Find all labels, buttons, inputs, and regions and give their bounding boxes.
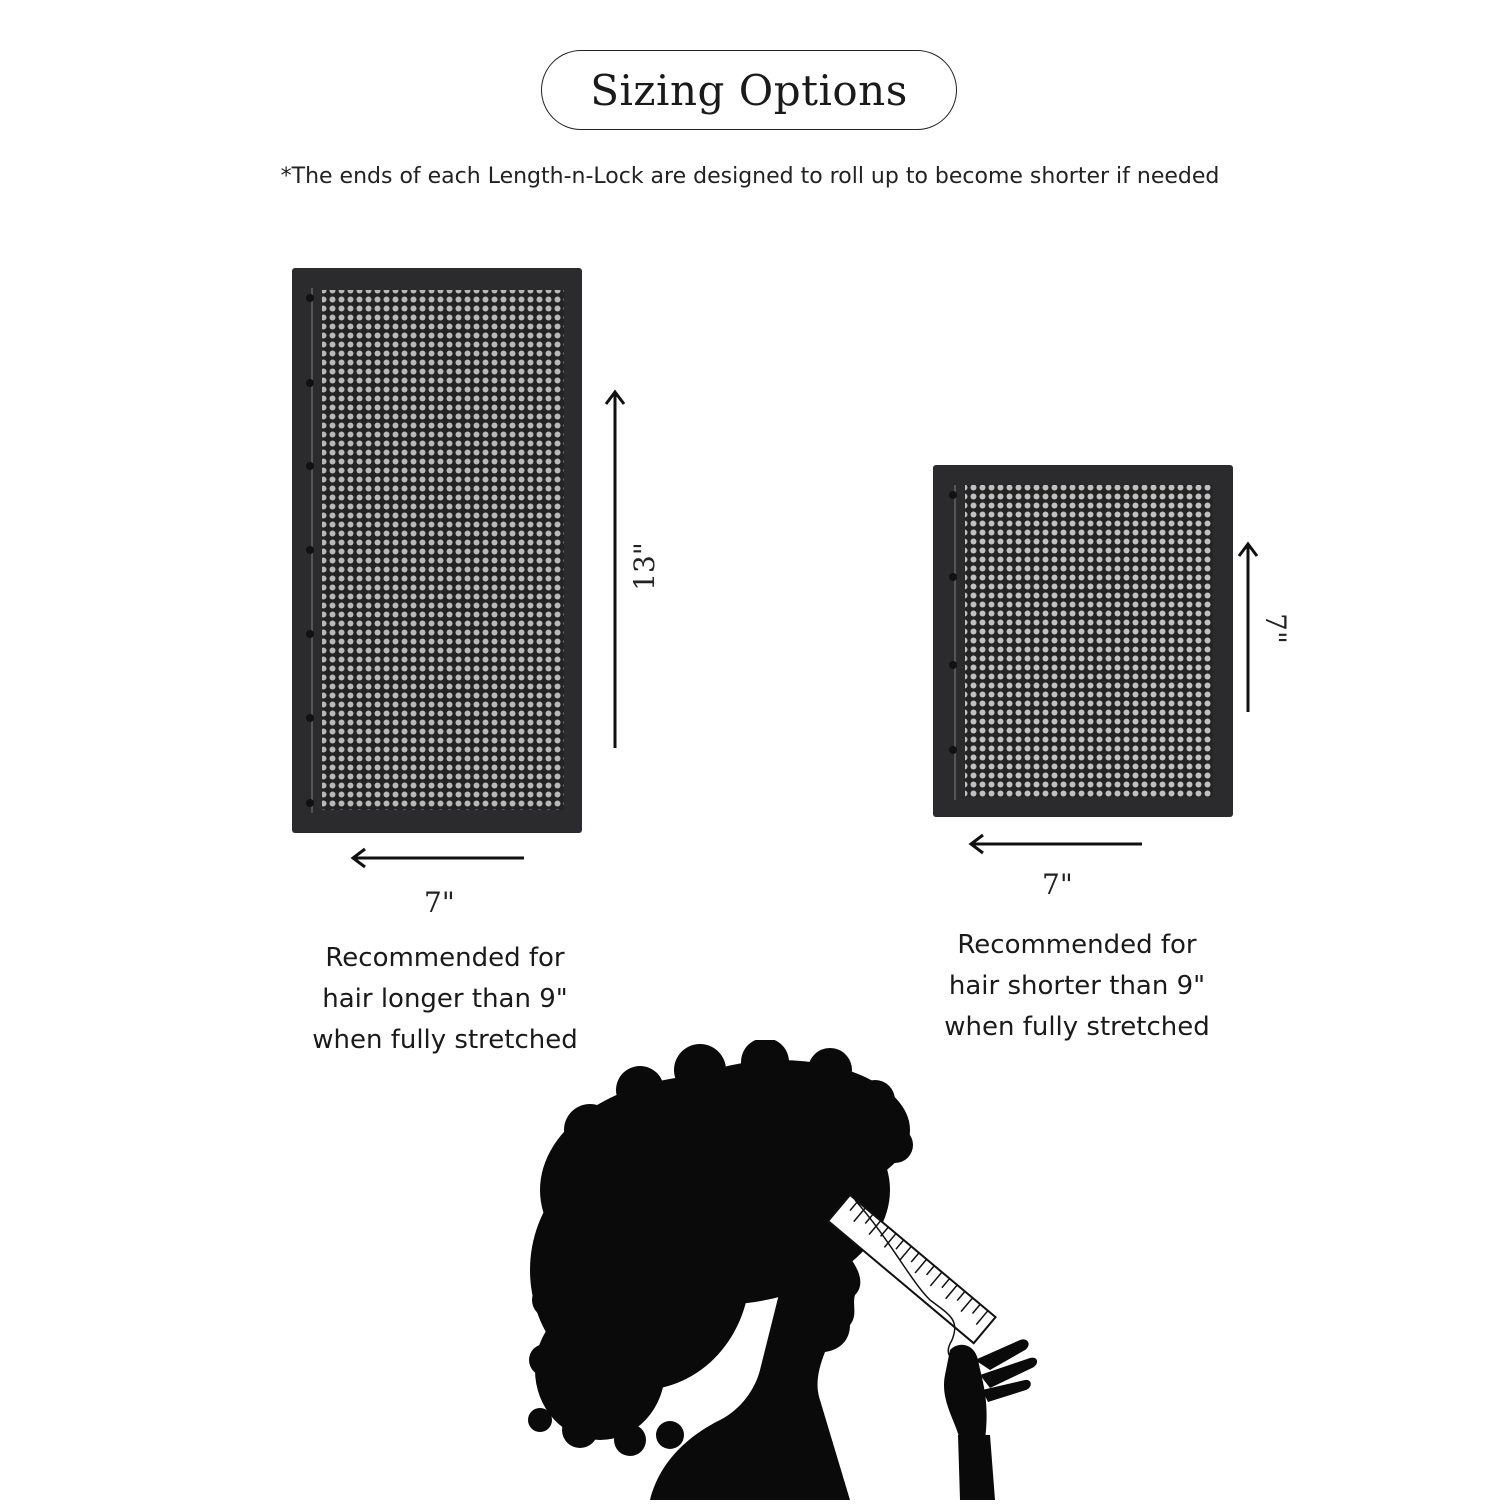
arrow-left-icon	[350, 846, 526, 870]
arrow-up-icon	[603, 388, 627, 750]
arrow-left-icon	[968, 832, 1144, 856]
mesh-panel-large	[292, 268, 582, 833]
recommendation-line: Recommended for	[325, 943, 565, 973]
recommendation-small	[912, 925, 1242, 1048]
recommendation-line: when fully stretched	[312, 1025, 578, 1055]
width-label-small: 7"	[1042, 868, 1073, 901]
recommendation-line: Recommended for	[957, 930, 1197, 960]
recommendation-line: hair shorter than 9"	[948, 971, 1206, 1001]
recommendation-line: hair longer than 9"	[322, 984, 568, 1014]
page-title: Sizing Options	[590, 65, 908, 115]
title-pill	[541, 50, 957, 130]
sizing-note: *The ends of each Length-n-Lock are designed to roll up to become shorter if needed	[280, 164, 1220, 189]
width-label-large: 7"	[424, 886, 455, 919]
height-label-large: 13"	[627, 542, 661, 591]
mesh-panel-small	[933, 465, 1233, 817]
arrow-up-icon	[1236, 540, 1260, 714]
woman-measuring-hair-silhouette	[520, 1040, 1060, 1504]
height-label-small: 7"	[1258, 613, 1292, 644]
recommendation-line: when fully stretched	[944, 1012, 1210, 1042]
